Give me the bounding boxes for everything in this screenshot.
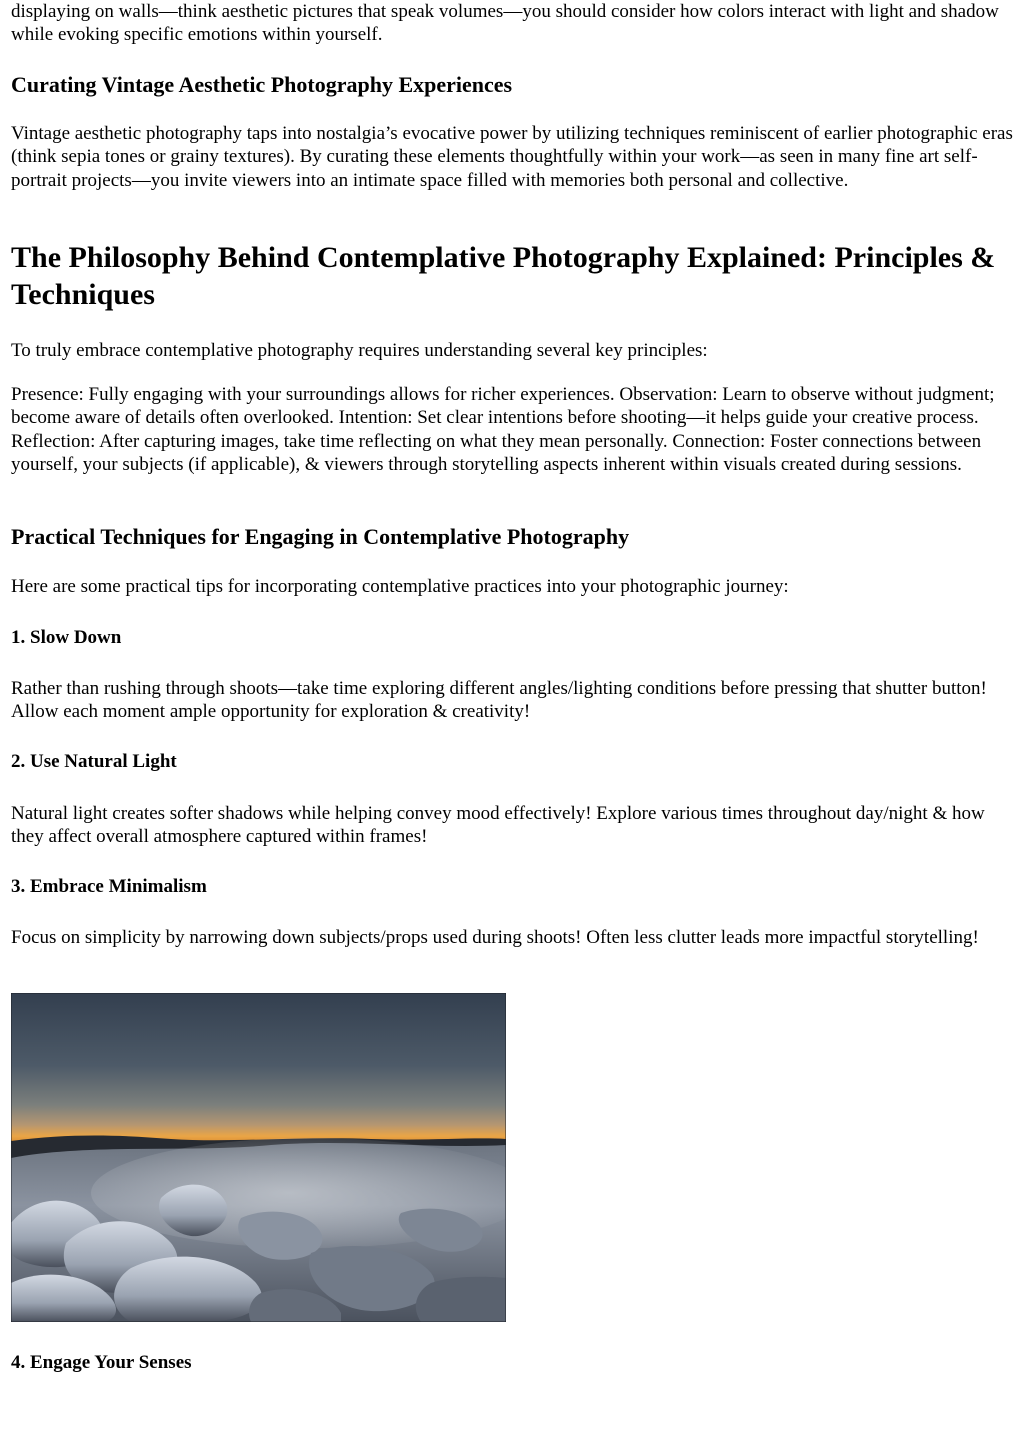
tip-4-title: 4. Engage Your Senses [11, 1352, 192, 1373]
techniques-section-heading: Practical Techniques for Engaging in Contemplative Photography [11, 524, 630, 549]
philosophy-section-heading: The Philosophy Behind Contemplative Photography Explained: Principles & Techniques [11, 241, 996, 311]
vintage-section-heading: Curating Vintage Aesthetic Photography Experiences [11, 72, 513, 97]
tip-2-paragraph: Natural light creates softer shadows while helping convey mood effectively! Explore various times throughout day/night & how they affect overall atmosphere captured within frames! [11, 803, 985, 848]
tip-3-paragraph: Focus on simplicity by narrowing down subjects/props used during shoots! Often less clutter leads more impactful storytelling! [11, 927, 979, 948]
tip-1-paragraph: Rather than rushing through shoots—take time exploring different angles/lighting conditions before pressing that shutter button! Allow each moment ample opportunity for exploration & creativity! [11, 678, 987, 723]
vintage-section-paragraph: Vintage aesthetic photography taps into nostalgia’s evocative power by utilizing techniques reminiscent of earlier photographic eras (think sepia tones or grainy textures). By curating these elements thoughtfully within your work—as seen in many fine art self-portrait projects—you invite viewers into an intimate space filled with memories both personal and collective. [11, 123, 1013, 191]
intro-continuation-paragraph: displaying on walls—think aesthetic pictures that speak volumes—you should consider how colors interact with light and shadow while evoking specific emotions within yourself. [11, 1, 999, 46]
philosophy-intro-paragraph: To truly embrace contemplative photography requires understanding several key principles: [11, 340, 708, 361]
tip-2-title: 2. Use Natural Light [11, 751, 177, 772]
tip-1-title: 1. Slow Down [11, 627, 122, 648]
techniques-intro-paragraph: Here are some practical tips for incorporating contemplative practices into your photographic journey: [11, 576, 789, 597]
snowy-sunset-photo [11, 993, 506, 1322]
tip-3-title: 3. Embrace Minimalism [11, 876, 207, 897]
principles-paragraph: Presence: Fully engaging with your surroundings allows for richer experiences. Observation: Learn to observe without judgment; become aware of details often overlooked. Intention: Set clear intentions before shooting—it helps guide your creative process. Reflection: After capturing images, take time reflecting on what they mean personally. Connection: Foster connections between yourself, your subjects (if applicable), & viewers through storytelling aspects inherent within visuals created during sessions. [11, 384, 995, 475]
